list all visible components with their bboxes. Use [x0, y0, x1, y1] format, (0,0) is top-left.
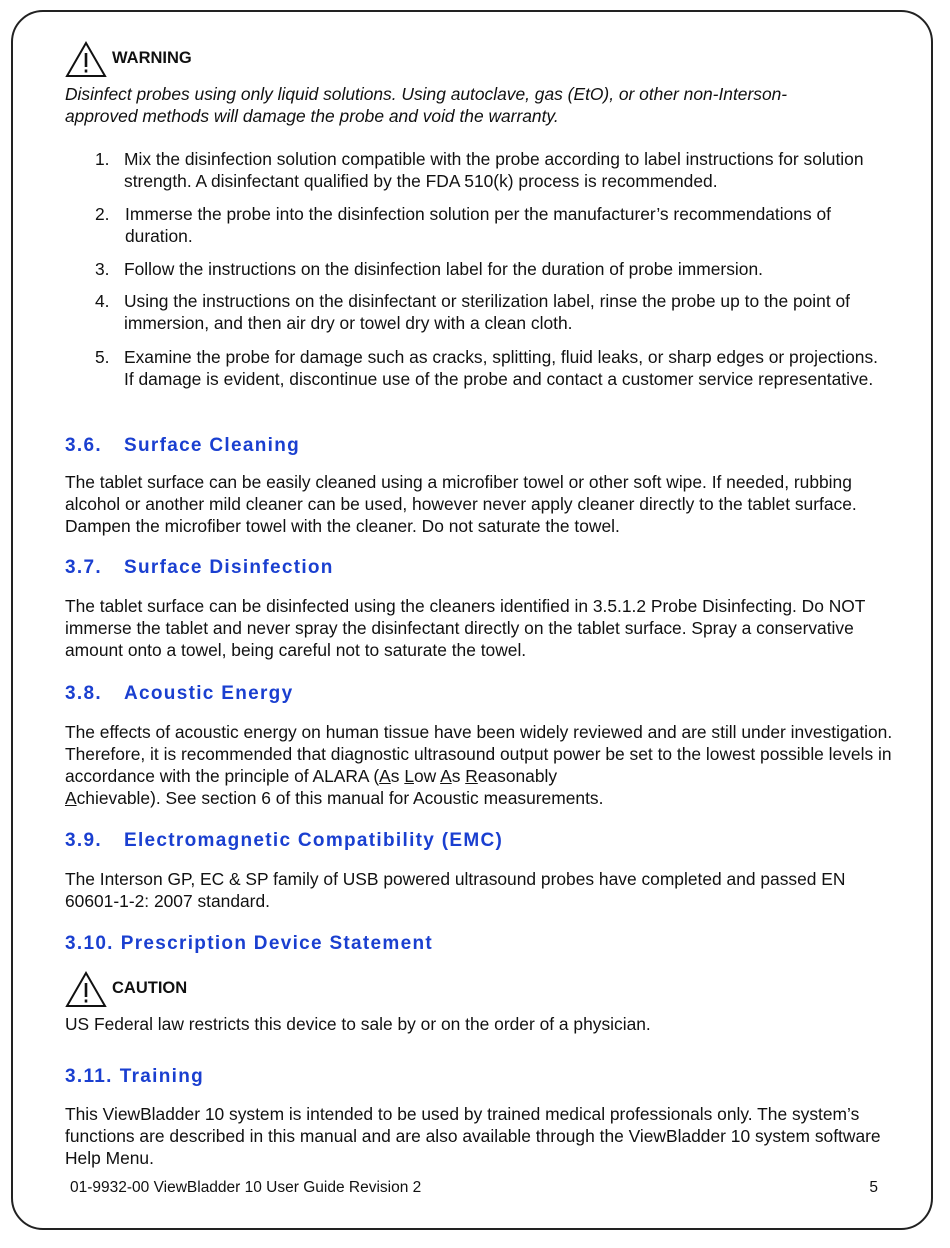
list-text: Examine the probe for damage such as cracks, splitting, fluid leaks, or sharp edges or projections. If damage is evident, discontinue use of the probe and contact a customer service representative. — [124, 347, 878, 389]
underlined-letter: A — [65, 788, 77, 808]
list-number: 2. — [95, 204, 110, 224]
section-number: 3.8. — [65, 683, 102, 704]
text: ow — [413, 766, 441, 786]
list-number: 5. — [95, 347, 110, 367]
list-item — [95, 290, 885, 334]
list-number: 4. — [95, 291, 110, 311]
warning-triangle-icon — [65, 971, 107, 1008]
section-number: 3.11. — [65, 1066, 113, 1087]
section-title: Acoustic Energy — [124, 683, 294, 704]
section-body-3-7: The tablet surface can be disinfected using the cleaners identified in 3.5.1.2 Probe Disinfecting. Do NOT immerse the tablet and never spray the disinfectant directly on the tablet surface. Spray a conservative amount onto a towel, being careful not to saturate the towel. — [65, 596, 866, 660]
section-title: Surface Disinfection — [124, 557, 334, 578]
list-item — [95, 148, 885, 192]
section-heading-3-11 — [65, 1066, 204, 1088]
list-text: Immerse the probe into the disinfection solution per the manufacturer’s recommendations of duration. — [125, 204, 831, 246]
section-title: Surface Cleaning — [124, 435, 301, 456]
section-number: 3.6. — [65, 435, 102, 456]
page-footer — [70, 1178, 878, 1198]
warning-text — [65, 83, 895, 127]
page-number: 5 — [869, 1179, 878, 1196]
text: chievable). See section 6 of this manual for Acoustic measurements. — [76, 788, 604, 808]
list-item — [95, 203, 885, 247]
list-number: 3. — [95, 259, 110, 279]
section-heading-3-8 — [65, 683, 293, 705]
list-text: Using the instructions on the disinfectant or sterilization label, rinse the probe up to the point of immersion, and then air dry or towel dry with a clean cloth. — [124, 291, 850, 333]
text: The effects of acoustic energy on human tissue have been widely reviewed and are still under investigation. Therefore, it is recommended that diagnostic ultrasound output power be set to the lowest possible levels in accordance with the principle of ALARA ( — [65, 722, 893, 786]
section-body-3-9: The Interson GP, EC & SP family of USB powered ultrasound probes have completed and passed EN 60601-1-2: 2007 standard. — [65, 869, 846, 911]
text: s — [451, 766, 466, 786]
underlined-letter: L — [404, 766, 414, 786]
list-item — [95, 258, 885, 280]
section-body-3-11: This ViewBladder 10 system is intended to be used by trained medical professionals only. The system’s functions are described in this manual and are also available through the ViewBladder 10 system software Help Menu. — [65, 1104, 881, 1168]
section-number: 3.10. — [65, 933, 114, 954]
underlined-letter: A — [379, 766, 391, 786]
section-number: 3.7. — [65, 557, 102, 578]
warning-line: Disinfect probes using only liquid solutions. Using autoclave, gas (EtO), or other non-Interson- — [65, 84, 788, 104]
text: easonably — [477, 766, 558, 786]
warning-label: WARNING — [112, 49, 192, 67]
list-item — [95, 346, 885, 390]
underlined-letter: R — [465, 766, 478, 786]
section-heading-3-6 — [65, 435, 300, 457]
section-body-3-10: US Federal law restricts this device to sale by or on the order of a physician. — [65, 1014, 651, 1034]
section-heading-3-7 — [65, 557, 334, 579]
section-number: 3.9. — [65, 830, 102, 851]
section-heading-3-10 — [65, 933, 433, 955]
list-text: Mix the disinfection solution compatible with the probe according to label instructions for solution strength. A disinfectant qualified by the FDA 510(k) process is recommended. — [124, 149, 864, 191]
underlined-letter: A — [440, 766, 452, 786]
footer-doc-title: 01-9932-00 ViewBladder 10 User Guide Revision 2 — [70, 1179, 422, 1196]
section-heading-3-9 — [65, 830, 503, 852]
list-text: Follow the instructions on the disinfection label for the duration of probe immersion. — [124, 259, 763, 279]
section-title: Training — [119, 1066, 205, 1087]
warning-line: approved methods will damage the probe and void the warranty. — [65, 106, 559, 126]
section-title: Electromagnetic Compatibility (EMC) — [124, 830, 504, 851]
text: s — [390, 766, 405, 786]
warning-triangle-icon — [65, 41, 107, 78]
list-number: 1. — [95, 149, 110, 169]
caution-label: CAUTION — [112, 979, 188, 997]
section-body-3-8 — [65, 721, 895, 809]
section-title: Prescription Device Statement — [120, 933, 434, 954]
section-body-3-6: The tablet surface can be easily cleaned using a microfiber towel or other soft wipe. If needed, rubbing alcohol or another mild cleaner can be used, however never apply cleaner directly to the tablet surface. Dampen the microfiber towel with the cleaner. Do not saturate the towel. — [65, 472, 857, 536]
